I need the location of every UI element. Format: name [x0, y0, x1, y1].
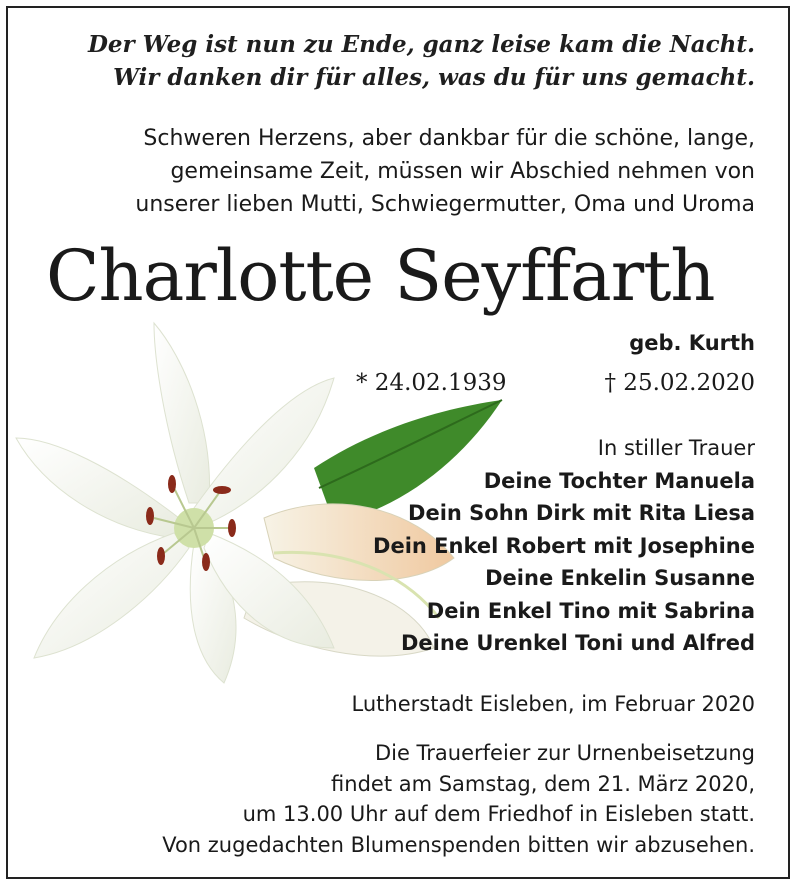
- birth-date: * 24.02.1939: [356, 370, 507, 396]
- motto-verse: [88, 28, 755, 94]
- petal-shape: [154, 323, 210, 503]
- funeral-info: [162, 738, 755, 860]
- intro-line: Schweren Herzens, aber dankbar für die schöne, lange,: [143, 126, 755, 151]
- born-name: geb. Kurth: [629, 331, 755, 355]
- intro-text: [135, 122, 755, 221]
- mourning-lead: In stiller Trauer: [597, 436, 755, 460]
- intro-line: unserer lieben Mutti, Schwiegermutter, Oma und Uroma: [135, 192, 755, 217]
- deceased-name: Charlotte Seyffarth: [46, 235, 715, 317]
- funeral-line: Die Trauerfeier zur Urnenbeisetzung: [374, 741, 755, 765]
- mourners-list: [373, 432, 755, 660]
- funeral-line: um 13.00 Uhr auf dem Friedhof in Eisleben statt.: [242, 802, 755, 826]
- motto-line: Wir danken dir für alles, was du für uns gemacht.: [113, 64, 755, 91]
- mourner-name: Deine Urenkel Toni und Alfred: [400, 631, 755, 655]
- funeral-line: findet am Samstag, dem 21. März 2020,: [331, 771, 755, 796]
- funeral-line: Von zugedachten Blumenspenden bitten wir abzusehen.: [162, 832, 755, 857]
- place-date: Lutherstadt Eisleben, im Februar 2020: [351, 692, 755, 716]
- death-date: † 25.02.2020: [604, 370, 755, 396]
- mourner-name: Deine Tochter Manuela: [483, 468, 755, 493]
- mourner-name: Deine Enkelin Susanne: [485, 566, 755, 590]
- mourner-name: Dein Enkel Tino mit Sabrina: [426, 598, 755, 623]
- intro-line: gemeinsame Zeit, müssen wir Abschied nehmen von: [170, 159, 755, 184]
- motto-line: Der Weg ist nun zu Ende, ganz leise kam die Nacht.: [87, 31, 755, 58]
- mourner-name: Dein Sohn Dirk mit Rita Liesa: [408, 501, 755, 525]
- mourner-name: Dein Enkel Robert mit Josephine: [373, 533, 755, 558]
